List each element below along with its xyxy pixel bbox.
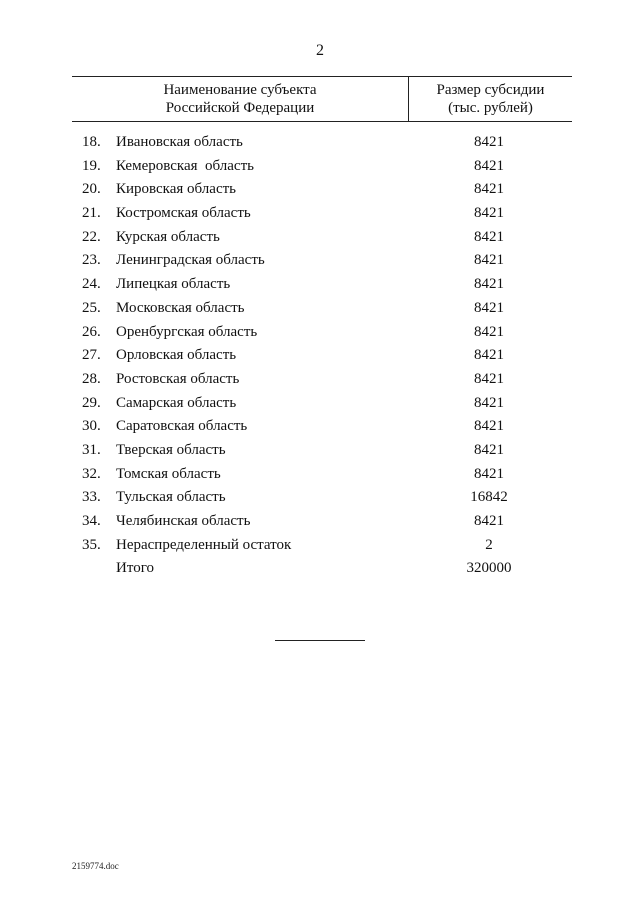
row-subsidy-value: 8421 <box>474 513 504 529</box>
table-row <box>0 439 640 463</box>
row-number: 30. <box>82 418 101 435</box>
row-subsidy-value: 16842 <box>470 489 508 506</box>
row-subsidy-value: 8421 <box>474 299 504 316</box>
table-row <box>0 202 640 226</box>
row-subsidy-value: 8421 <box>474 228 504 245</box>
header-subject-name-line2: Российской Федерации <box>165 100 315 116</box>
table-row <box>0 368 640 392</box>
row-subject-name: Липецкая область <box>116 276 231 293</box>
row-subject-name: Томская область <box>116 465 221 482</box>
row-subject-name: Ивановская область <box>116 134 243 150</box>
row-number: 24. <box>82 276 101 293</box>
row-subject-name: Кемеровская область <box>116 157 254 174</box>
row-subject-name: Костромская область <box>116 205 251 222</box>
table-row <box>0 534 640 558</box>
row-number: 33. <box>82 489 101 506</box>
table-row <box>0 463 640 487</box>
row-subject-name: Кировская область <box>116 181 237 198</box>
row-subsidy-value: 8421 <box>474 441 504 458</box>
header-subsidy-size <box>409 81 572 117</box>
row-subsidy-value: 8421 <box>474 157 504 174</box>
table-row <box>0 297 640 321</box>
row-subsidy-value: 8421 <box>474 347 504 364</box>
table-row <box>0 344 640 368</box>
row-subsidy-value: 8421 <box>474 181 504 198</box>
total-label: Итого <box>116 560 154 577</box>
row-subject-name: Ленинградская область <box>116 252 265 269</box>
row-subsidy-value: 8421 <box>474 134 504 150</box>
table-header <box>72 76 572 122</box>
row-number: 19. <box>82 157 101 174</box>
row-subject-name: Оренбургская область <box>116 323 258 340</box>
row-number: 22. <box>82 228 101 245</box>
row-subject-name: Челябинская область <box>116 513 251 529</box>
row-subject-name: Самарская область <box>116 394 237 411</box>
page-number: 2 <box>316 42 324 59</box>
row-subsidy-value: 8421 <box>474 394 504 411</box>
row-subject-name: Курская область <box>116 228 220 245</box>
table-row <box>0 392 640 416</box>
header-subsidy-size-line2: (тыс. рублей) <box>448 100 533 116</box>
table-row <box>0 273 640 297</box>
total-row <box>0 557 640 581</box>
table-row <box>0 155 640 179</box>
table-row <box>0 226 640 250</box>
table-row <box>0 249 640 273</box>
header-subject-name <box>72 81 408 117</box>
row-number: 29. <box>82 394 101 411</box>
table-row <box>0 321 640 345</box>
row-number: 32. <box>82 465 101 482</box>
table-row <box>0 178 640 202</box>
row-subsidy-value: 8421 <box>474 370 504 387</box>
row-subject-name: Саратовская область <box>116 418 248 435</box>
row-subject-name: Тульская область <box>116 489 226 506</box>
header-subsidy-size-line1: Размер субсидии <box>436 82 545 98</box>
row-number: 34. <box>82 513 101 529</box>
end-rule <box>275 640 365 641</box>
row-subject-name: Нераспределенный остаток <box>116 536 292 553</box>
row-number: 21. <box>82 205 101 222</box>
row-subject-name: Тверская область <box>116 441 226 458</box>
row-subsidy-value: 8421 <box>474 323 504 340</box>
row-number: 23. <box>82 252 101 269</box>
row-subsidy-value: 8421 <box>474 276 504 293</box>
row-subsidy-value: 8421 <box>474 465 504 482</box>
table-row <box>0 510 640 534</box>
row-number: 26. <box>82 323 101 340</box>
row-number: 35. <box>82 536 101 553</box>
table-row <box>0 415 640 439</box>
row-number: 31. <box>82 441 101 458</box>
table-row <box>0 131 640 155</box>
header-subject-name-line1: Наименование субъекта <box>163 82 317 98</box>
row-subject-name: Ростовская область <box>116 370 240 387</box>
file-name-footer: 2159774.doc <box>72 861 119 871</box>
total-value: 320000 <box>466 560 512 577</box>
row-number: 20. <box>82 181 101 198</box>
table-body <box>0 131 640 581</box>
row-subsidy-value: 8421 <box>474 418 504 435</box>
row-subsidy-value: 2 <box>485 536 493 553</box>
row-number: 28. <box>82 370 101 387</box>
row-subject-name: Московская область <box>116 299 245 316</box>
row-subsidy-value: 8421 <box>474 252 504 269</box>
row-number: 25. <box>82 299 101 316</box>
row-subsidy-value: 8421 <box>474 205 504 222</box>
row-subject-name: Орловская область <box>116 347 237 364</box>
table-row <box>0 486 640 510</box>
row-number: 18. <box>82 134 101 150</box>
row-number: 27. <box>82 347 101 364</box>
